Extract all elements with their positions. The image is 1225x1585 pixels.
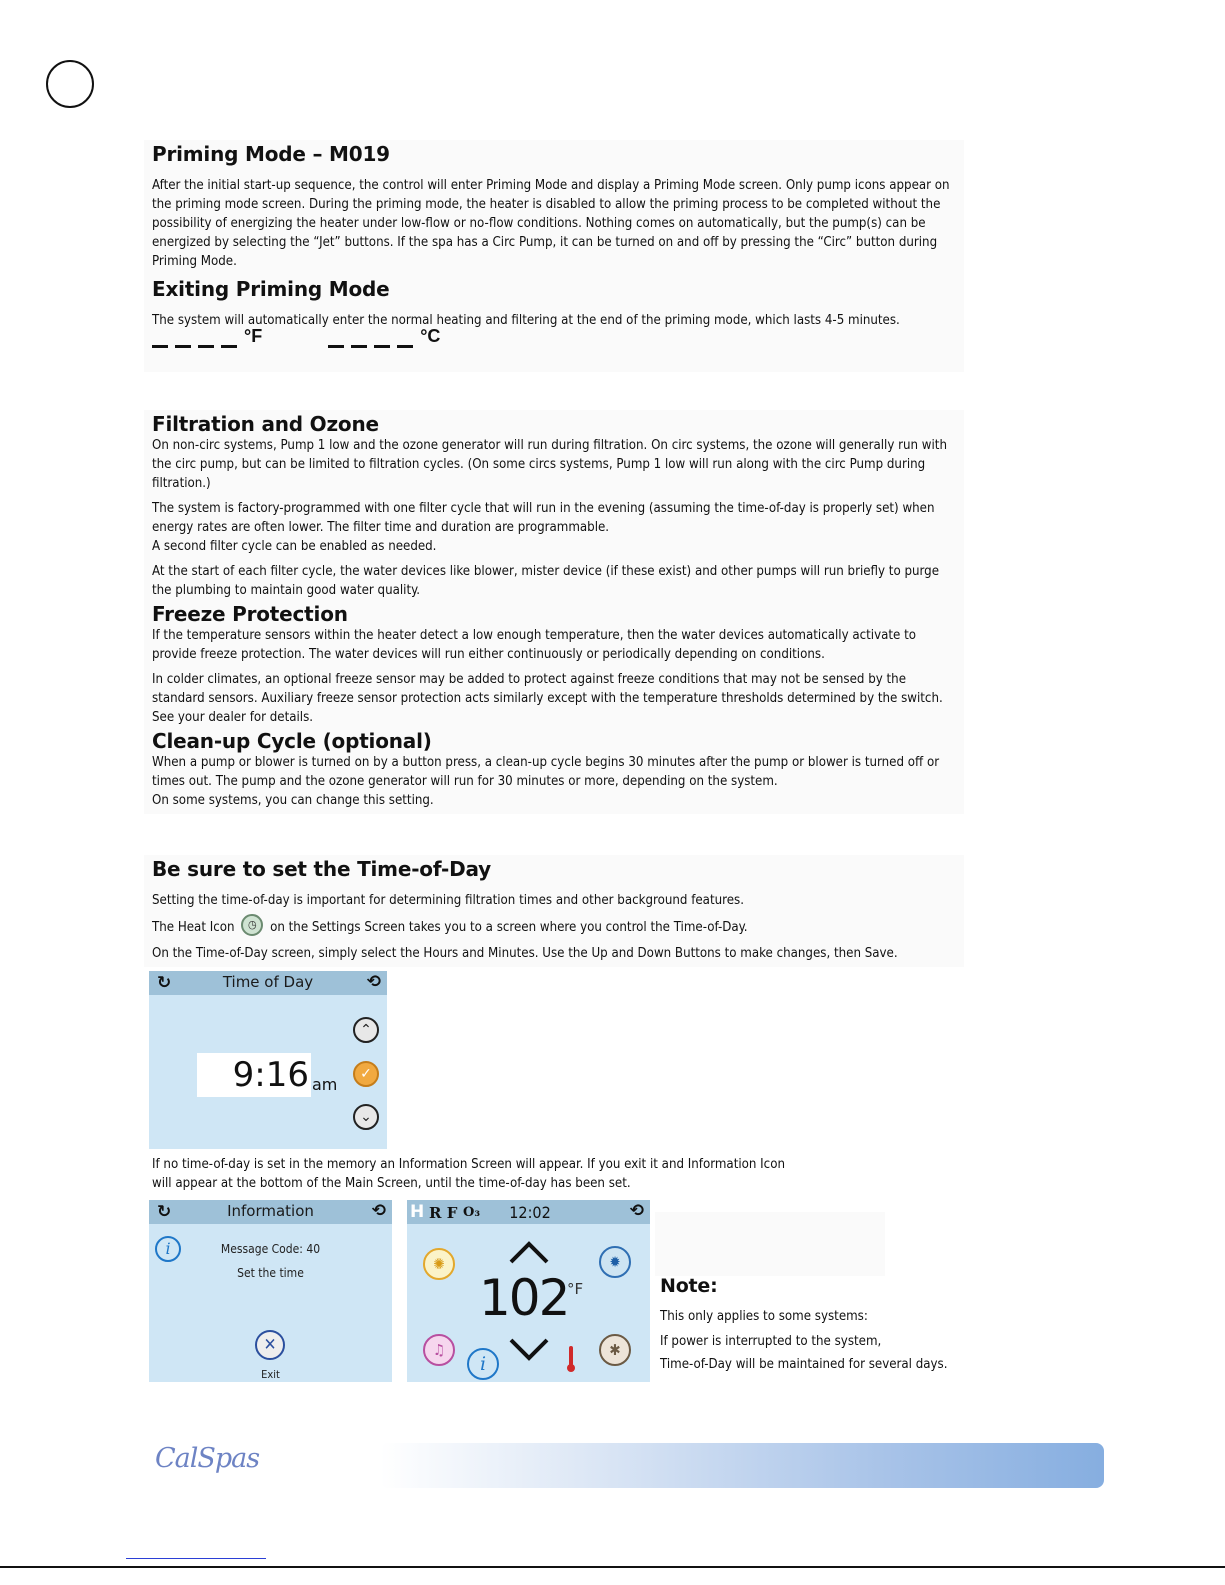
- thermometer-icon: [567, 1346, 575, 1374]
- down-button[interactable]: ⌄: [353, 1104, 379, 1130]
- time-value: 9:16: [232, 1055, 309, 1095]
- temperature-unit: °F: [567, 1280, 584, 1298]
- settings-button[interactable]: ✱: [599, 1334, 631, 1366]
- priming-heading: Priming Mode – M019: [152, 142, 390, 166]
- temp-up-button[interactable]: [507, 1236, 551, 1266]
- cleanup-p1: When a pump or blower is turned on by a button press, a clean-up cycle begins 30 minutes after the pump or blower is turned off or times out. The pump and the ozone generator will run for 30 minutes or more, depending on the system.: [152, 755, 940, 789]
- note-heading: Note:: [660, 1275, 718, 1297]
- temp-down-button[interactable]: [507, 1334, 551, 1364]
- filtration-p1: On non-circ systems, Pump 1 low and the ozone generator will run during filtration. On circ systems, the ozone will generally run with the circ pump, but can be limited to filtration cycles. (On some circs systems, Pump 1 low will run along with the circ Pump during filtration.): [152, 438, 947, 491]
- save-button[interactable]: ✓: [353, 1061, 379, 1087]
- note-panel-bg: [655, 1212, 885, 1276]
- message-text: Set the time: [237, 1266, 304, 1280]
- priming-section: [144, 140, 964, 372]
- cleanup-p2: On some systems, you can change this setting.: [152, 793, 434, 808]
- freeze-p1: If the temperature sensors within the heater detect a low enough temperature, then the water devices automatically activate to provide freeze protection. The water devices will run either continuously or periodically depending on conditions.: [152, 628, 917, 662]
- exit-label: Exit: [261, 1368, 280, 1381]
- info-icon: i: [155, 1236, 181, 1262]
- bottom-blue-rule: [126, 1558, 266, 1559]
- light-button[interactable]: ✺: [423, 1248, 455, 1280]
- tod-p3: On the Time-of-Day screen, simply select the Hours and Minutes. Use the Up and Down Buttons to make changes, then Save.: [152, 946, 898, 961]
- time-of-day-title: Time of Day: [222, 973, 314, 991]
- unit-f-label: °F: [244, 326, 263, 346]
- info-text: [144, 1155, 864, 1197]
- chevron-down-icon: [507, 1334, 551, 1364]
- cal-spas-logo: CalSpas: [155, 1443, 260, 1474]
- tod-p2-pre: The Heat Icon: [152, 920, 235, 935]
- note-section: [660, 1275, 980, 1374]
- jets-button[interactable]: ✹: [599, 1246, 631, 1278]
- tod-p4b: will appear at the bottom of the Main Screen, until the time-of-day has been set.: [152, 1176, 631, 1191]
- clock: 12:02: [509, 1203, 551, 1222]
- back-icon[interactable]: ↻: [157, 973, 172, 993]
- temperature-placeholder-row: [152, 326, 956, 353]
- information-screen: [149, 1200, 392, 1382]
- cleanup-heading: Clean-up Cycle (optional): [152, 729, 432, 753]
- freeze-p2: In colder climates, an optional freeze sensor may be added to protect against freeze conditions that may not be sensed by the standard sensors. Auxiliary freeze sensor protection acts similarly except with the temperature thresholds determined by the switch. See your dealer for details.: [152, 672, 943, 725]
- up-button[interactable]: ⌃: [353, 1017, 379, 1043]
- footer-gradient-bar: [380, 1443, 1104, 1488]
- bottom-rule: [0, 1566, 1225, 1568]
- exiting-heading: Exiting Priming Mode: [152, 277, 390, 301]
- status-ozone: O₃: [463, 1205, 481, 1220]
- tod-heading: Be sure to set the Time-of-Day: [152, 857, 492, 881]
- note-line-2: If power is interrupted to the system,: [660, 1334, 882, 1349]
- swap-icon[interactable]: ⟲: [371, 1201, 386, 1221]
- unit-c-label: °C: [420, 326, 441, 346]
- filtration-section: [144, 410, 964, 814]
- filtration-p2a: The system is factory-programmed with one filter cycle that will run in the evening (assuming the time-of-day is properly set) when energy rates are often lower. The filter time and duration are programmable.: [152, 501, 935, 535]
- tod-p4a: If no time-of-day is set in the memory an Information Screen will appear. If you exit it and Information Icon: [152, 1157, 785, 1172]
- status-heat: H: [410, 1202, 425, 1222]
- swap-icon[interactable]: ⟲: [629, 1201, 644, 1221]
- swap-icon[interactable]: ⟲: [366, 972, 381, 992]
- tod-p2: [152, 916, 956, 938]
- freeze-heading: Freeze Protection: [152, 602, 348, 626]
- note-line-1: This only applies to some systems:: [660, 1309, 868, 1324]
- temperature-value: 102: [479, 1269, 569, 1327]
- music-button[interactable]: ♫: [423, 1334, 455, 1366]
- tod-section: [144, 855, 964, 967]
- tod-p1: Setting the time-of-day is important for determining filtration times and other background features.: [152, 893, 744, 908]
- page-number-circle: [46, 60, 94, 108]
- main-screen: [407, 1200, 650, 1382]
- priming-body: After the initial start-up sequence, the control will enter Priming Mode and display a Priming Mode screen. Only pump icons appear on the priming mode screen. During the priming mode, the heater is disabled to allow the priming process to be completed without the possibility of energizing the heater under low-flow or no-flow conditions. Nothing comes on automatically, but the pump(s) can be energized by selecting the “Jet” buttons. If the spa has a Circ Pump, it can be turned on and off by pressing the “Circ” button during Priming Mode.: [152, 178, 950, 269]
- am-pm-label[interactable]: am: [312, 1075, 338, 1094]
- heat-icon: ◷: [241, 914, 263, 936]
- message-code: Message Code: 40: [220, 1242, 321, 1256]
- exiting-body: The system will automatically enter the normal heating and filtering at the end of the priming mode, which lasts 4-5 minutes.: [152, 313, 900, 328]
- time-of-day-screen: [149, 971, 387, 1149]
- status-rf: R F: [429, 1204, 458, 1222]
- filtration-heading: Filtration and Ozone: [152, 412, 379, 436]
- back-icon[interactable]: ↻: [157, 1202, 172, 1222]
- note-line-3: Time-of-Day will be maintained for several days.: [660, 1357, 948, 1372]
- exit-button[interactable]: ✕: [255, 1330, 285, 1360]
- info-icon[interactable]: i: [467, 1348, 499, 1380]
- time-field[interactable]: [197, 1053, 311, 1097]
- filtration-p3: At the start of each filter cycle, the water devices like blower, mister device (if these exist) and other pumps will run briefly to purge the plumbing to maintain good water quality.: [152, 564, 940, 598]
- tod-p2-post: on the Settings Screen takes you to a screen where you control the Time-of-Day.: [270, 920, 748, 935]
- information-title: Information: [227, 1202, 314, 1220]
- filtration-p2b: A second filter cycle can be enabled as needed.: [152, 539, 437, 554]
- chevron-up-icon: [507, 1236, 551, 1266]
